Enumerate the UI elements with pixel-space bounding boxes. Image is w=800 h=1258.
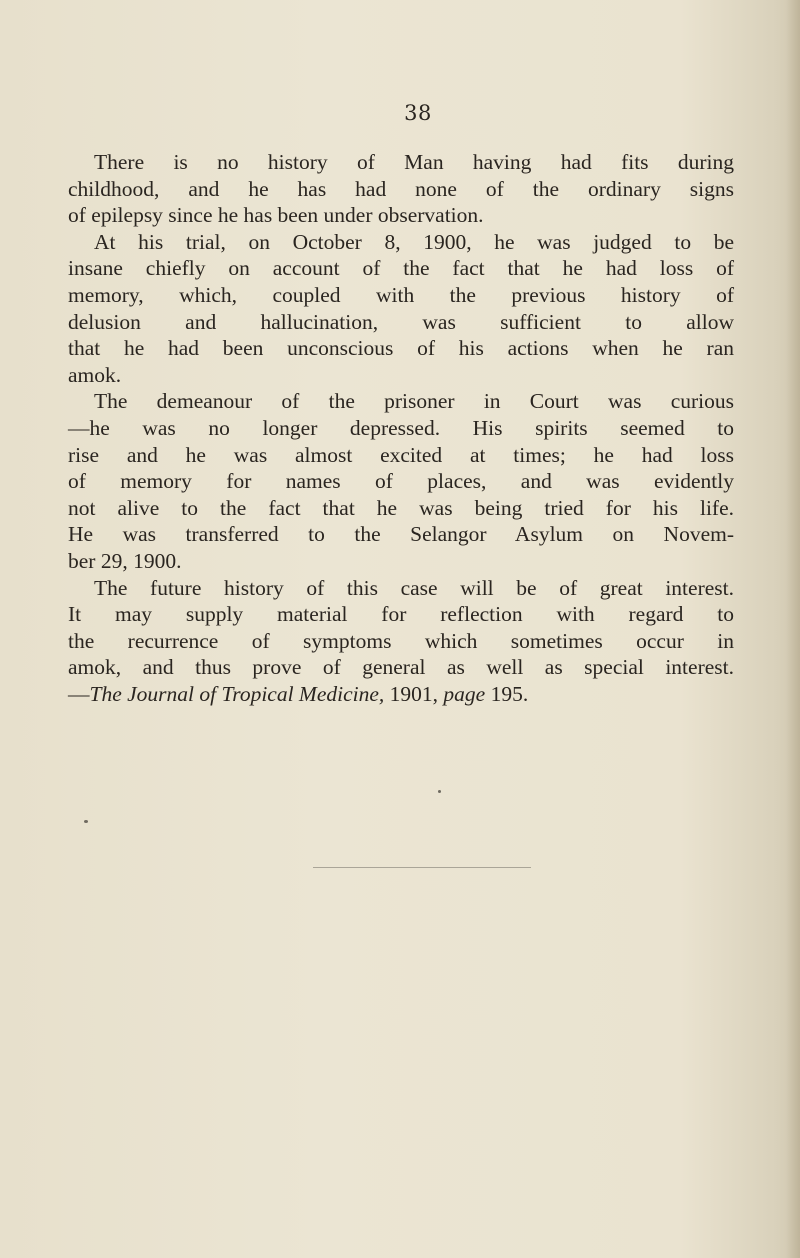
text-line: the recurrence of symptoms which sometimes occur in: [68, 628, 734, 653]
citation: [68, 681, 734, 708]
text-line: childhood, and he has had none of the ordinary signs: [68, 176, 734, 201]
text-line: At his trial, on October 8, 1900, he was judged to be: [94, 229, 734, 254]
text-line: ber 29, 1900.: [68, 548, 182, 573]
citation-details: 1901,: [384, 681, 444, 706]
text-line: delusion and hallucination, was sufficient to allow: [68, 309, 734, 334]
paragraph: [68, 229, 734, 389]
text-line: insane chiefly on account of the fact that he had loss of: [68, 256, 734, 281]
text-line: amok.: [68, 362, 122, 387]
page-number: 38: [404, 101, 432, 125]
text-line: memory, which, coupled with the previous history of: [68, 282, 734, 307]
text-line: of memory for names of places, and was evidently: [68, 469, 734, 494]
text-line: —he was no longer depressed. His spirits seemed to: [68, 415, 734, 440]
text-line: He was transferred to the Selangor Asylum on Novem-: [68, 522, 734, 547]
page-edge-shadow: [786, 0, 800, 1258]
text-line: The demeanour of the prisoner in Court was curious: [94, 389, 734, 414]
ink-speck: [84, 820, 88, 823]
text-line: It may supply material for reflection with regard to: [68, 602, 734, 627]
text-line: of epilepsy since he has been under observation.: [68, 203, 484, 228]
ink-speck: [438, 790, 441, 793]
text-line: There is no history of Man having had fits during: [94, 150, 734, 174]
paragraph: [68, 575, 734, 681]
citation-page-label: page: [443, 681, 486, 706]
body-text: [68, 149, 734, 707]
paragraph: [68, 388, 734, 574]
text-line: that he had been unconscious of his actions when he ran: [68, 336, 734, 361]
citation-dash: —: [68, 681, 90, 706]
text-line: The future history of this case will be of great interest.: [94, 575, 734, 600]
paragraph: [68, 149, 734, 229]
section-divider: [313, 867, 531, 868]
citation-source: The Journal of Tropical Medicine,: [89, 681, 385, 706]
text-line: rise and he was almost excited at times; he had loss: [68, 442, 734, 467]
text-line: amok, and thus prove of general as well as special interest.: [68, 655, 734, 680]
citation-page-number: 195.: [485, 681, 529, 706]
text-line: not alive to the fact that he was being tried for his life.: [68, 495, 734, 520]
